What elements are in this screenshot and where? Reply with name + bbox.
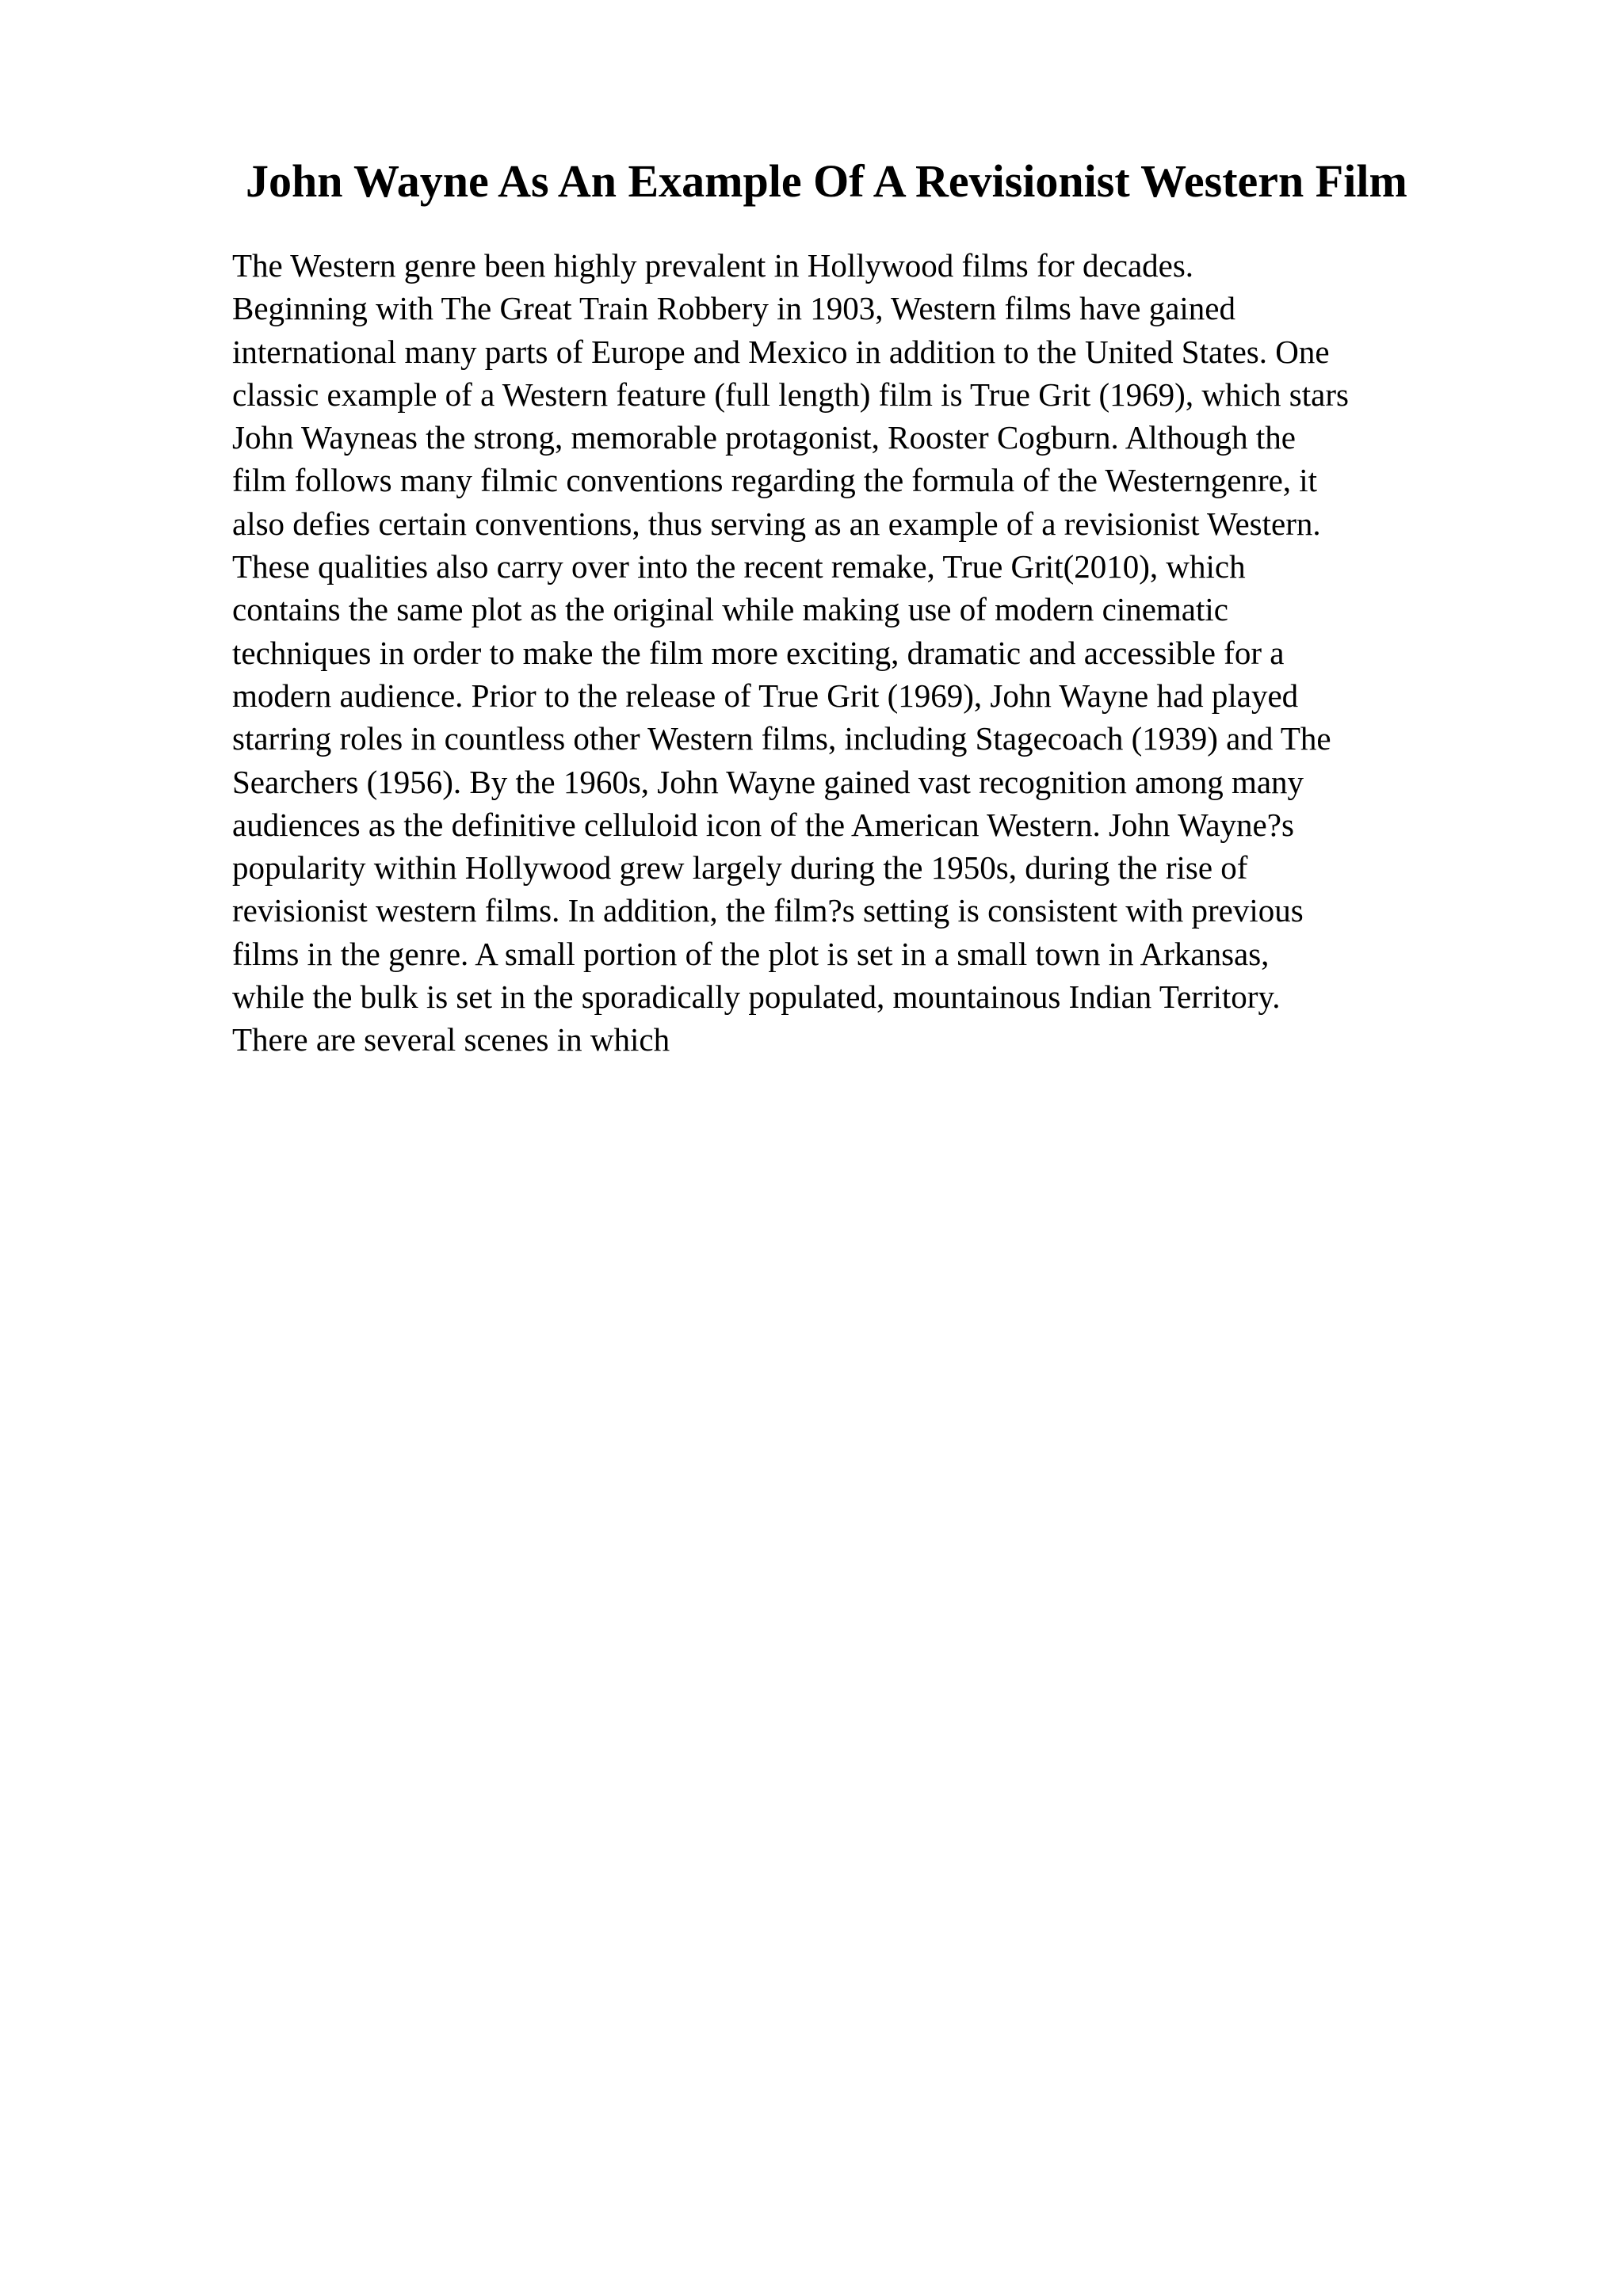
body-line: techniques in order to make the film more exciting, dramatic and accessible for a [232, 634, 1285, 671]
body-line: The Western genre been highly prevalent in Hollywood films for decades. [232, 247, 1194, 284]
body-line: These qualities also carry over into the recent remake, True Grit(2010), which [232, 548, 1246, 585]
body-line: classic example of a Western feature (full length) film is True Grit (1969), which stars [232, 376, 1349, 413]
body-paragraph [232, 244, 1532, 1062]
body-line: audiences as the definitive celluloid icon of the American Western. John Wayne?s [232, 806, 1294, 843]
body-line: while the bulk is set in the sporadically populated, mountainous Indian Territory. [232, 978, 1281, 1016]
body-line: John Wayneas the strong, memorable protagonist, Rooster Cogburn. Although the [232, 419, 1296, 456]
document-title: John Wayne As An Example Of A Revisionist Western Film [246, 155, 1407, 207]
body-line: starring roles in countless other Western films, including Stagecoach (1939) and The [232, 720, 1331, 757]
body-line: contains the same plot as the original while making use of modern cinematic [232, 591, 1228, 628]
body-line: Searchers (1956). By the 1960s, John Wayne gained vast recognition among many [232, 763, 1304, 800]
body-line: There are several scenes in which [232, 1021, 670, 1058]
body-line: popularity within Hollywood grew largely during the 1950s, during the rise of [232, 849, 1248, 887]
body-line: films in the genre. A small portion of the plot is set in a small town in Arkansas, [232, 935, 1270, 972]
body-line: revisionist western films. In addition, the film?s setting is consistent with previous [232, 892, 1304, 929]
body-line: modern audience. Prior to the release of True Grit (1969), John Wayne had played [232, 677, 1299, 714]
body-line: film follows many filmic conventions regarding the formula of the Westerngenre, it [232, 462, 1318, 499]
body-line: Beginning with The Great Train Robbery in 1903, Western films have gained [232, 290, 1235, 327]
body-line: international many parts of Europe and Mexico in addition to the United States. One [232, 333, 1330, 370]
body-line: also defies certain conventions, thus serving as an example of a revisionist Western. [232, 505, 1321, 542]
